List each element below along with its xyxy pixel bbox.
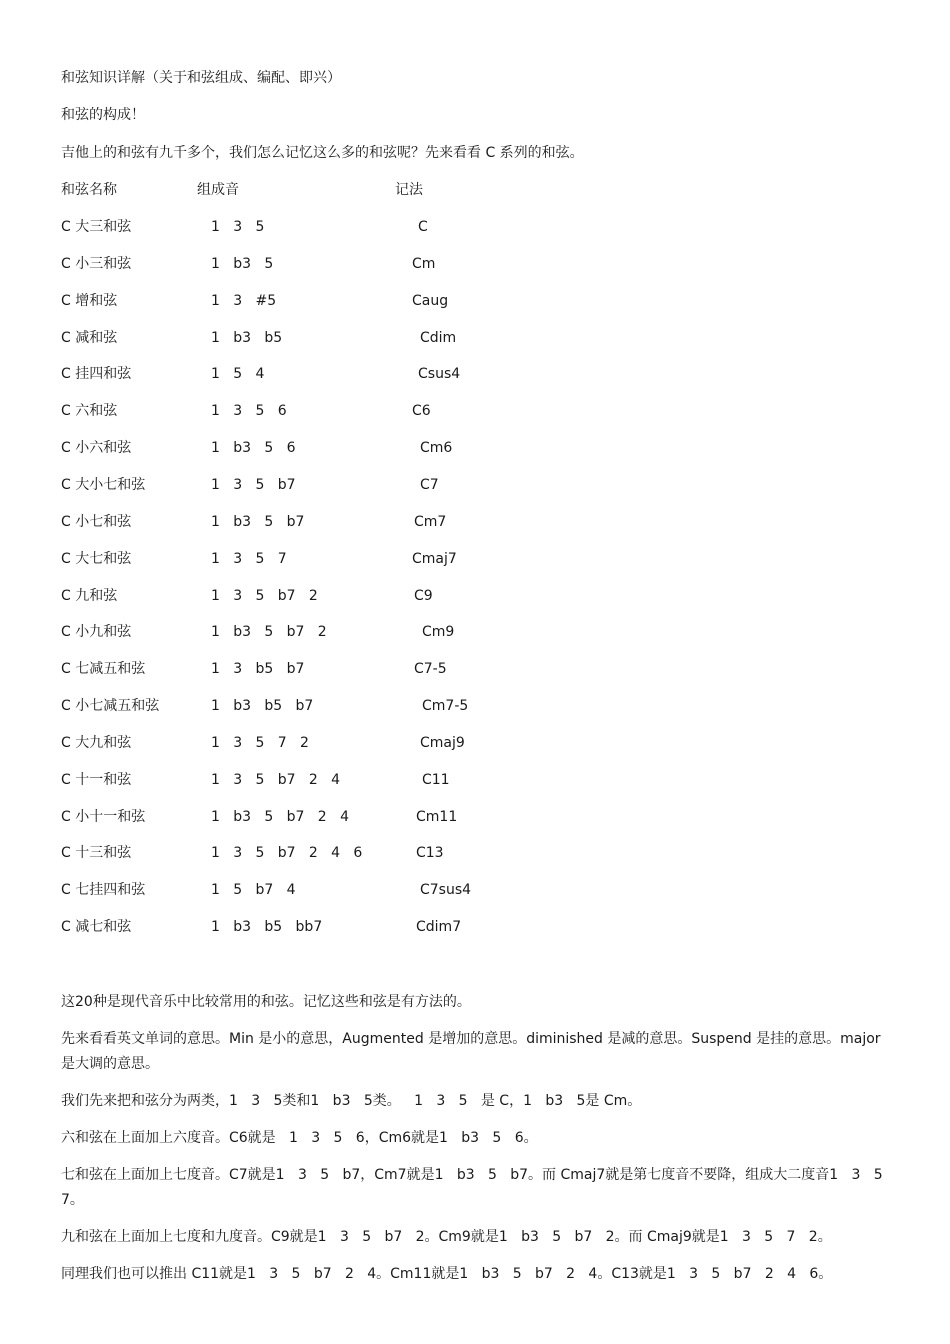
chord-name: C 小六和弦 [61, 440, 132, 456]
chord-symbol: C7sus4 [420, 882, 472, 898]
chord-symbol: C6 [412, 403, 431, 419]
chord-symbol: Cm [412, 256, 436, 272]
chord-notes: 1 b3 5 b7 2 4 [211, 809, 349, 825]
chord-notes: 1 b3 b5 b7 [211, 698, 314, 714]
explanation-paragraph: 九和弦在上面加上七度和九度音。C9就是1 3 5 b7 2。Cm9就是1 b3 5 b7 2。而 Cmaj9就是1 3 5 7 2。 [61, 1229, 832, 1245]
chord-symbol: Cm6 [420, 440, 453, 456]
chord-symbol: C7 [420, 477, 439, 493]
chord-notes: 1 b3 5 [211, 256, 274, 272]
chord-notes: 1 b3 b5 bb7 [211, 919, 323, 935]
chord-symbol: Cm9 [422, 624, 455, 640]
column-header-notes: 组成音 [197, 182, 239, 198]
chord-notes: 1 b3 b5 [211, 330, 283, 346]
chord-notes: 1 3 5 b7 [211, 477, 296, 493]
chord-name: C 六和弦 [61, 403, 118, 419]
chord-symbol: Cdim [420, 330, 457, 346]
intro-text: 吉他上的和弦有九千多个，我们怎么记忆这么多的和弦呢？先来看看 C 系列的和弦。 [61, 145, 584, 161]
chord-name: C 大三和弦 [61, 219, 132, 235]
chord-name: C 十三和弦 [61, 845, 132, 861]
chord-notes: 1 3 #5 [211, 293, 277, 309]
chord-name: C 大小七和弦 [61, 477, 146, 493]
chord-name: C 小九和弦 [61, 624, 132, 640]
chord-symbol: Cmaj7 [412, 551, 457, 567]
chord-symbol: Csus4 [418, 366, 461, 382]
chord-notes: 1 3 5 b7 2 4 6 [211, 845, 363, 861]
chord-name: C 减和弦 [61, 330, 118, 346]
explanation-paragraph: 先来看看英文单词的意思。Min 是小的意思，Augmented 是增加的意思。diminished 是减的意思。Suspend 是挂的意思。major 是大调的意思。 [61, 1031, 886, 1072]
chord-symbol: C9 [414, 588, 433, 604]
chord-symbol: C7-5 [414, 661, 447, 677]
chord-notes: 1 5 b7 4 [211, 882, 296, 898]
chord-notes: 1 3 b5 b7 [211, 661, 305, 677]
chord-notes: 1 b3 5 b7 [211, 514, 305, 530]
column-header-name: 和弦名称 [61, 182, 117, 198]
chord-name: C 小七和弦 [61, 514, 132, 530]
chord-name: C 大七和弦 [61, 551, 132, 567]
chord-name: C 减七和弦 [61, 919, 132, 935]
explanation-paragraph: 六和弦在上面加上六度音。C6就是 1 3 5 6，Cm6就是1 b3 5 6。 [61, 1130, 538, 1146]
chord-symbol: Cm11 [416, 809, 458, 825]
chord-notes: 1 b3 5 6 [211, 440, 296, 456]
chord-notes: 1 3 5 7 2 [211, 735, 309, 751]
chord-symbol: C13 [416, 845, 444, 861]
chord-notes: 1 3 5 b7 2 [211, 588, 318, 604]
chord-name: C 七减五和弦 [61, 661, 146, 677]
chord-symbol: Cm7 [414, 514, 447, 530]
explanation-paragraph: 这20种是现代音乐中比较常用的和弦。记忆这些和弦是有方法的。 [61, 994, 471, 1010]
chord-symbol: Caug [412, 293, 449, 309]
chord-symbol: C [418, 219, 428, 235]
explanation-paragraph: 我们先来把和弦分为两类，1 3 5类和1 b3 5类。 1 3 5 是 C，1 b3 5是 Cm。 [61, 1093, 642, 1109]
chord-name: C 小十一和弦 [61, 809, 146, 825]
chord-name: C 大九和弦 [61, 735, 132, 751]
explanation-paragraph: 同理我们也可以推出 C11就是1 3 5 b7 2 4。Cm11就是1 b3 5 b7 2 4。C13就是1 3 5 b7 2 4 6。 [61, 1266, 833, 1282]
chord-name: C 小三和弦 [61, 256, 132, 272]
chord-name: C 七挂四和弦 [61, 882, 146, 898]
chord-symbol: Cm7-5 [422, 698, 469, 714]
chord-notes: 1 3 5 [211, 219, 265, 235]
chord-name: C 十一和弦 [61, 772, 132, 788]
chord-name: C 挂四和弦 [61, 366, 132, 382]
chord-name: C 九和弦 [61, 588, 118, 604]
chord-notes: 1 3 5 b7 2 4 [211, 772, 341, 788]
chord-symbol: Cmaj9 [420, 735, 465, 751]
chord-symbol: C11 [422, 772, 450, 788]
chord-notes: 1 5 4 [211, 366, 265, 382]
column-header-symbol: 记法 [395, 182, 423, 198]
explanation-paragraph: 七和弦在上面加上七度音。C7就是1 3 5 b7，Cm7就是1 b3 5 b7。而 Cmaj7就是第七度音不要降，组成大二度音1 3 5 7。 [61, 1167, 897, 1208]
section-heading: 和弦的构成！ [61, 107, 145, 123]
document-title: 和弦知识详解（关于和弦组成、编配、即兴） [61, 70, 341, 86]
chord-notes: 1 3 5 7 [211, 551, 287, 567]
chord-notes: 1 3 5 6 [211, 403, 287, 419]
chord-name: C 增和弦 [61, 293, 118, 309]
chord-notes: 1 b3 5 b7 2 [211, 624, 327, 640]
chord-symbol: Cdim7 [416, 919, 462, 935]
chord-name: C 小七减五和弦 [61, 698, 160, 714]
